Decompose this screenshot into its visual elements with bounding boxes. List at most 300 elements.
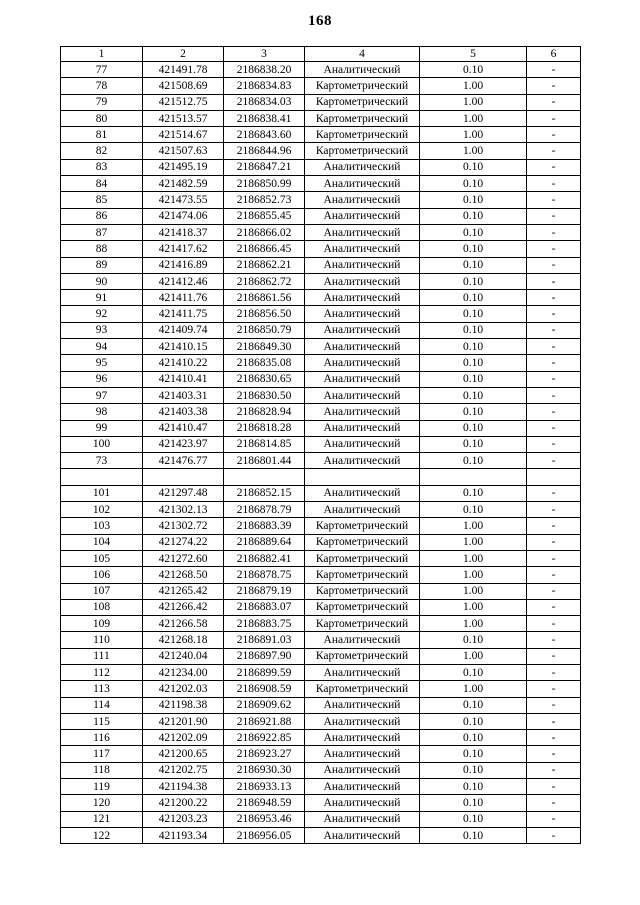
point-number-cell: 98 <box>61 404 143 420</box>
y-coordinate-cell: 2186847.21 <box>224 159 305 175</box>
accuracy-cell: 0.10 <box>420 713 527 729</box>
point-number-cell: 106 <box>61 567 143 583</box>
point-number-cell: 81 <box>61 127 143 143</box>
x-coordinate-cell: 421200.22 <box>143 795 224 811</box>
method-cell: Картометрический <box>305 110 420 126</box>
note-cell: - <box>527 664 581 680</box>
method-cell: Аналитический <box>305 811 420 827</box>
point-number-cell: 103 <box>61 518 143 534</box>
note-cell: - <box>527 143 581 159</box>
x-coordinate-cell: 421268.50 <box>143 567 224 583</box>
table-row <box>61 713 581 729</box>
x-coordinate-cell: 421513.57 <box>143 110 224 126</box>
x-coordinate-cell: 421265.42 <box>143 583 224 599</box>
method-cell: Аналитический <box>305 257 420 273</box>
point-number-cell: 84 <box>61 176 143 192</box>
note-cell <box>527 469 581 485</box>
point-number-cell: 88 <box>61 241 143 257</box>
x-coordinate-cell: 421410.47 <box>143 420 224 436</box>
header-cell: 4 <box>305 47 420 62</box>
x-coordinate-cell: 421410.15 <box>143 339 224 355</box>
method-cell: Аналитический <box>305 827 420 843</box>
point-number-cell: 111 <box>61 648 143 664</box>
y-coordinate-cell: 2186801.44 <box>224 453 305 469</box>
note-cell: - <box>527 616 581 632</box>
method-cell: Аналитический <box>305 306 420 322</box>
x-coordinate-cell: 421200.65 <box>143 746 224 762</box>
x-coordinate-cell: 421268.18 <box>143 632 224 648</box>
y-coordinate-cell: 2186866.45 <box>224 241 305 257</box>
x-coordinate-cell: 421514.67 <box>143 127 224 143</box>
point-number-cell: 94 <box>61 339 143 355</box>
accuracy-cell: 0.10 <box>420 322 527 338</box>
point-number-cell: 115 <box>61 713 143 729</box>
accuracy-cell: 0.10 <box>420 827 527 843</box>
table-row <box>61 127 581 143</box>
point-number-cell: 90 <box>61 273 143 289</box>
x-coordinate-cell: 421412.46 <box>143 273 224 289</box>
x-coordinate-cell: 421266.58 <box>143 616 224 632</box>
header-cell: 6 <box>527 47 581 62</box>
x-coordinate-cell: 421302.13 <box>143 502 224 518</box>
note-cell: - <box>527 583 581 599</box>
x-coordinate-cell: 421266.42 <box>143 599 224 615</box>
y-coordinate-cell: 2186830.65 <box>224 371 305 387</box>
accuracy-cell: 0.10 <box>420 795 527 811</box>
y-coordinate-cell <box>224 469 305 485</box>
accuracy-cell: 1.00 <box>420 648 527 664</box>
method-cell: Аналитический <box>305 453 420 469</box>
y-coordinate-cell: 2186883.75 <box>224 616 305 632</box>
accuracy-cell: 1.00 <box>420 94 527 110</box>
table-row <box>61 192 581 208</box>
table-row <box>61 730 581 746</box>
note-cell: - <box>527 339 581 355</box>
method-cell: Аналитический <box>305 224 420 240</box>
point-number-cell: 87 <box>61 224 143 240</box>
x-coordinate-cell: 421482.59 <box>143 176 224 192</box>
note-cell: - <box>527 371 581 387</box>
point-number-cell: 112 <box>61 664 143 680</box>
table-row <box>61 827 581 843</box>
table-row <box>61 811 581 827</box>
x-coordinate-cell: 421201.90 <box>143 713 224 729</box>
table-row <box>61 143 581 159</box>
note-cell: - <box>527 78 581 94</box>
method-cell: Аналитический <box>305 485 420 501</box>
note-cell: - <box>527 62 581 78</box>
note-cell: - <box>527 176 581 192</box>
point-number-cell: 114 <box>61 697 143 713</box>
method-cell: Аналитический <box>305 387 420 403</box>
x-coordinate-cell: 421240.04 <box>143 648 224 664</box>
note-cell: - <box>527 273 581 289</box>
x-coordinate-cell: 421491.78 <box>143 62 224 78</box>
y-coordinate-cell: 2186899.59 <box>224 664 305 680</box>
header-cell: 2 <box>143 47 224 62</box>
y-coordinate-cell: 2186866.02 <box>224 224 305 240</box>
x-coordinate-cell: 421411.75 <box>143 306 224 322</box>
coordinates-table <box>60 46 581 844</box>
table-row <box>61 779 581 795</box>
accuracy-cell: 0.10 <box>420 355 527 371</box>
accuracy-cell: 0.10 <box>420 779 527 795</box>
y-coordinate-cell: 2186855.45 <box>224 208 305 224</box>
point-number-cell: 89 <box>61 257 143 273</box>
method-cell: Картометрический <box>305 78 420 94</box>
point-number-cell: 104 <box>61 534 143 550</box>
table-row <box>61 697 581 713</box>
table-row <box>61 762 581 778</box>
y-coordinate-cell: 2186953.46 <box>224 811 305 827</box>
x-coordinate-cell: 421417.62 <box>143 241 224 257</box>
method-cell: Аналитический <box>305 730 420 746</box>
x-coordinate-cell: 421409.74 <box>143 322 224 338</box>
method-cell: Аналитический <box>305 420 420 436</box>
table-row <box>61 632 581 648</box>
note-cell: - <box>527 681 581 697</box>
x-coordinate-cell: 421302.72 <box>143 518 224 534</box>
method-cell: Картометрический <box>305 127 420 143</box>
y-coordinate-cell: 2186838.41 <box>224 110 305 126</box>
y-coordinate-cell: 2186861.56 <box>224 290 305 306</box>
point-number-cell: 97 <box>61 387 143 403</box>
table-row <box>61 371 581 387</box>
point-number-cell: 92 <box>61 306 143 322</box>
method-cell: Картометрический <box>305 616 420 632</box>
accuracy-cell: 0.10 <box>420 306 527 322</box>
y-coordinate-cell: 2186908.59 <box>224 681 305 697</box>
x-coordinate-cell: 421202.03 <box>143 681 224 697</box>
x-coordinate-cell <box>143 469 224 485</box>
method-cell: Аналитический <box>305 795 420 811</box>
y-coordinate-cell: 2186844.96 <box>224 143 305 159</box>
point-number-cell: 79 <box>61 94 143 110</box>
note-cell: - <box>527 404 581 420</box>
point-number-cell: 91 <box>61 290 143 306</box>
method-cell: Аналитический <box>305 273 420 289</box>
y-coordinate-cell: 2186897.90 <box>224 648 305 664</box>
method-cell: Картометрический <box>305 534 420 550</box>
method-cell <box>305 469 420 485</box>
table-row <box>61 290 581 306</box>
table-row <box>61 78 581 94</box>
method-cell: Аналитический <box>305 371 420 387</box>
point-number-cell: 105 <box>61 550 143 566</box>
table-header-row <box>61 47 581 62</box>
method-cell: Аналитический <box>305 176 420 192</box>
y-coordinate-cell: 2186834.83 <box>224 78 305 94</box>
accuracy-cell: 1.00 <box>420 550 527 566</box>
x-coordinate-cell: 421423.97 <box>143 436 224 452</box>
table-row <box>61 502 581 518</box>
method-cell: Аналитический <box>305 208 420 224</box>
accuracy-cell: 0.10 <box>420 387 527 403</box>
note-cell: - <box>527 632 581 648</box>
y-coordinate-cell: 2186933.13 <box>224 779 305 795</box>
accuracy-cell: 0.10 <box>420 762 527 778</box>
accuracy-cell: 0.10 <box>420 257 527 273</box>
x-coordinate-cell: 421403.38 <box>143 404 224 420</box>
x-coordinate-cell: 421507.63 <box>143 143 224 159</box>
table-row <box>61 567 581 583</box>
accuracy-cell: 0.10 <box>420 62 527 78</box>
y-coordinate-cell: 2186883.07 <box>224 599 305 615</box>
accuracy-cell <box>420 469 527 485</box>
method-cell: Картометрический <box>305 550 420 566</box>
x-coordinate-cell: 421193.34 <box>143 827 224 843</box>
note-cell: - <box>527 485 581 501</box>
y-coordinate-cell: 2186948.59 <box>224 795 305 811</box>
table-row <box>61 664 581 680</box>
method-cell: Аналитический <box>305 779 420 795</box>
x-coordinate-cell: 421411.76 <box>143 290 224 306</box>
note-cell: - <box>527 192 581 208</box>
x-coordinate-cell: 421495.19 <box>143 159 224 175</box>
y-coordinate-cell: 2186909.62 <box>224 697 305 713</box>
note-cell: - <box>527 453 581 469</box>
x-coordinate-cell: 421476.77 <box>143 453 224 469</box>
y-coordinate-cell: 2186852.73 <box>224 192 305 208</box>
note-cell: - <box>527 567 581 583</box>
table-row <box>61 387 581 403</box>
table-row <box>61 795 581 811</box>
note-cell: - <box>527 599 581 615</box>
method-cell: Картометрический <box>305 143 420 159</box>
y-coordinate-cell: 2186923.27 <box>224 746 305 762</box>
accuracy-cell: 0.10 <box>420 404 527 420</box>
note-cell: - <box>527 387 581 403</box>
accuracy-cell: 1.00 <box>420 567 527 583</box>
table-row <box>61 355 581 371</box>
method-cell: Картометрический <box>305 567 420 583</box>
point-number-cell: 93 <box>61 322 143 338</box>
point-number-cell: 73 <box>61 453 143 469</box>
point-number-cell: 108 <box>61 599 143 615</box>
point-number-cell: 117 <box>61 746 143 762</box>
table-row <box>61 339 581 355</box>
table-row <box>61 241 581 257</box>
note-cell: - <box>527 811 581 827</box>
y-coordinate-cell: 2186922.85 <box>224 730 305 746</box>
accuracy-cell: 0.10 <box>420 192 527 208</box>
note-cell: - <box>527 257 581 273</box>
table-row <box>61 550 581 566</box>
y-coordinate-cell: 2186828.94 <box>224 404 305 420</box>
method-cell: Аналитический <box>305 697 420 713</box>
y-coordinate-cell: 2186856.50 <box>224 306 305 322</box>
y-coordinate-cell: 2186849.30 <box>224 339 305 355</box>
point-number-cell: 102 <box>61 502 143 518</box>
table-row <box>61 62 581 78</box>
y-coordinate-cell: 2186818.28 <box>224 420 305 436</box>
x-coordinate-cell: 421198.38 <box>143 697 224 713</box>
x-coordinate-cell: 421418.37 <box>143 224 224 240</box>
table-row <box>61 453 581 469</box>
point-number-cell: 116 <box>61 730 143 746</box>
table-row <box>61 306 581 322</box>
method-cell: Аналитический <box>305 159 420 175</box>
method-cell: Аналитический <box>305 762 420 778</box>
point-number-cell: 119 <box>61 779 143 795</box>
y-coordinate-cell: 2186921.88 <box>224 713 305 729</box>
table-row <box>61 273 581 289</box>
y-coordinate-cell: 2186891.03 <box>224 632 305 648</box>
accuracy-cell: 1.00 <box>420 127 527 143</box>
method-cell: Аналитический <box>305 290 420 306</box>
accuracy-cell: 0.10 <box>420 697 527 713</box>
accuracy-cell: 1.00 <box>420 143 527 159</box>
y-coordinate-cell: 2186814.85 <box>224 436 305 452</box>
x-coordinate-cell: 421410.41 <box>143 371 224 387</box>
x-coordinate-cell: 421203.23 <box>143 811 224 827</box>
point-number-cell: 96 <box>61 371 143 387</box>
method-cell: Картометрический <box>305 681 420 697</box>
y-coordinate-cell: 2186850.79 <box>224 322 305 338</box>
table-row <box>61 420 581 436</box>
table-row <box>61 322 581 338</box>
accuracy-cell: 0.10 <box>420 159 527 175</box>
accuracy-cell: 0.10 <box>420 224 527 240</box>
point-number-cell: 107 <box>61 583 143 599</box>
table-row <box>61 681 581 697</box>
y-coordinate-cell: 2186852.15 <box>224 485 305 501</box>
accuracy-cell: 0.10 <box>420 811 527 827</box>
note-cell: - <box>527 420 581 436</box>
point-number-cell: 110 <box>61 632 143 648</box>
x-coordinate-cell: 421512.75 <box>143 94 224 110</box>
header-cell: 3 <box>224 47 305 62</box>
accuracy-cell: 0.10 <box>420 339 527 355</box>
accuracy-cell: 1.00 <box>420 78 527 94</box>
table-row <box>61 224 581 240</box>
point-number-cell: 109 <box>61 616 143 632</box>
note-cell: - <box>527 208 581 224</box>
x-coordinate-cell: 421474.06 <box>143 208 224 224</box>
y-coordinate-cell: 2186843.60 <box>224 127 305 143</box>
note-cell: - <box>527 502 581 518</box>
note-cell: - <box>527 94 581 110</box>
note-cell: - <box>527 648 581 664</box>
accuracy-cell: 1.00 <box>420 534 527 550</box>
method-cell: Картометрический <box>305 648 420 664</box>
method-cell: Аналитический <box>305 355 420 371</box>
point-number-cell <box>61 469 143 485</box>
accuracy-cell: 0.10 <box>420 176 527 192</box>
table-row <box>61 257 581 273</box>
note-cell: - <box>527 730 581 746</box>
note-cell: - <box>527 746 581 762</box>
table-row <box>61 648 581 664</box>
note-cell: - <box>527 355 581 371</box>
point-number-cell: 78 <box>61 78 143 94</box>
note-cell: - <box>527 241 581 257</box>
accuracy-cell: 0.10 <box>420 502 527 518</box>
point-number-cell: 100 <box>61 436 143 452</box>
note-cell: - <box>527 127 581 143</box>
page-number: 168 <box>308 13 332 29</box>
x-coordinate-cell: 421202.75 <box>143 762 224 778</box>
y-coordinate-cell: 2186889.64 <box>224 534 305 550</box>
accuracy-cell: 0.10 <box>420 485 527 501</box>
method-cell: Аналитический <box>305 192 420 208</box>
note-cell: - <box>527 550 581 566</box>
method-cell: Аналитический <box>305 502 420 518</box>
table-row <box>61 746 581 762</box>
table-row <box>61 583 581 599</box>
note-cell: - <box>527 827 581 843</box>
table-row <box>61 485 581 501</box>
table-row <box>61 110 581 126</box>
method-cell: Аналитический <box>305 713 420 729</box>
x-coordinate-cell: 421272.60 <box>143 550 224 566</box>
accuracy-cell: 0.10 <box>420 420 527 436</box>
table-row <box>61 518 581 534</box>
y-coordinate-cell: 2186878.75 <box>224 567 305 583</box>
table-row <box>61 208 581 224</box>
x-coordinate-cell: 421297.48 <box>143 485 224 501</box>
y-coordinate-cell: 2186830.50 <box>224 387 305 403</box>
table-row <box>61 176 581 192</box>
point-number-cell: 120 <box>61 795 143 811</box>
point-number-cell: 82 <box>61 143 143 159</box>
method-cell: Аналитический <box>305 436 420 452</box>
point-number-cell: 99 <box>61 420 143 436</box>
note-cell: - <box>527 436 581 452</box>
x-coordinate-cell: 421274.22 <box>143 534 224 550</box>
x-coordinate-cell: 421194.38 <box>143 779 224 795</box>
note-cell: - <box>527 779 581 795</box>
point-number-cell: 85 <box>61 192 143 208</box>
method-cell: Картометрический <box>305 94 420 110</box>
y-coordinate-cell: 2186930.30 <box>224 762 305 778</box>
accuracy-cell: 1.00 <box>420 616 527 632</box>
table-row <box>61 534 581 550</box>
table-row <box>61 436 581 452</box>
note-cell: - <box>527 697 581 713</box>
method-cell: Аналитический <box>305 632 420 648</box>
x-coordinate-cell: 421202.09 <box>143 730 224 746</box>
method-cell: Аналитический <box>305 322 420 338</box>
y-coordinate-cell: 2186835.08 <box>224 355 305 371</box>
accuracy-cell: 0.10 <box>420 632 527 648</box>
note-cell: - <box>527 795 581 811</box>
note-cell: - <box>527 110 581 126</box>
accuracy-cell: 0.10 <box>420 453 527 469</box>
note-cell: - <box>527 713 581 729</box>
note-cell: - <box>527 290 581 306</box>
method-cell: Аналитический <box>305 62 420 78</box>
method-cell: Аналитический <box>305 241 420 257</box>
point-number-cell: 95 <box>61 355 143 371</box>
point-number-cell: 83 <box>61 159 143 175</box>
table-row <box>61 469 581 485</box>
x-coordinate-cell: 421473.55 <box>143 192 224 208</box>
point-number-cell: 80 <box>61 110 143 126</box>
y-coordinate-cell: 2186862.72 <box>224 273 305 289</box>
accuracy-cell: 1.00 <box>420 599 527 615</box>
accuracy-cell: 0.10 <box>420 241 527 257</box>
table-row <box>61 404 581 420</box>
table-row <box>61 599 581 615</box>
point-number-cell: 121 <box>61 811 143 827</box>
y-coordinate-cell: 2186883.39 <box>224 518 305 534</box>
point-number-cell: 77 <box>61 62 143 78</box>
accuracy-cell: 0.10 <box>420 208 527 224</box>
header-cell: 5 <box>420 47 527 62</box>
note-cell: - <box>527 762 581 778</box>
accuracy-cell: 1.00 <box>420 110 527 126</box>
